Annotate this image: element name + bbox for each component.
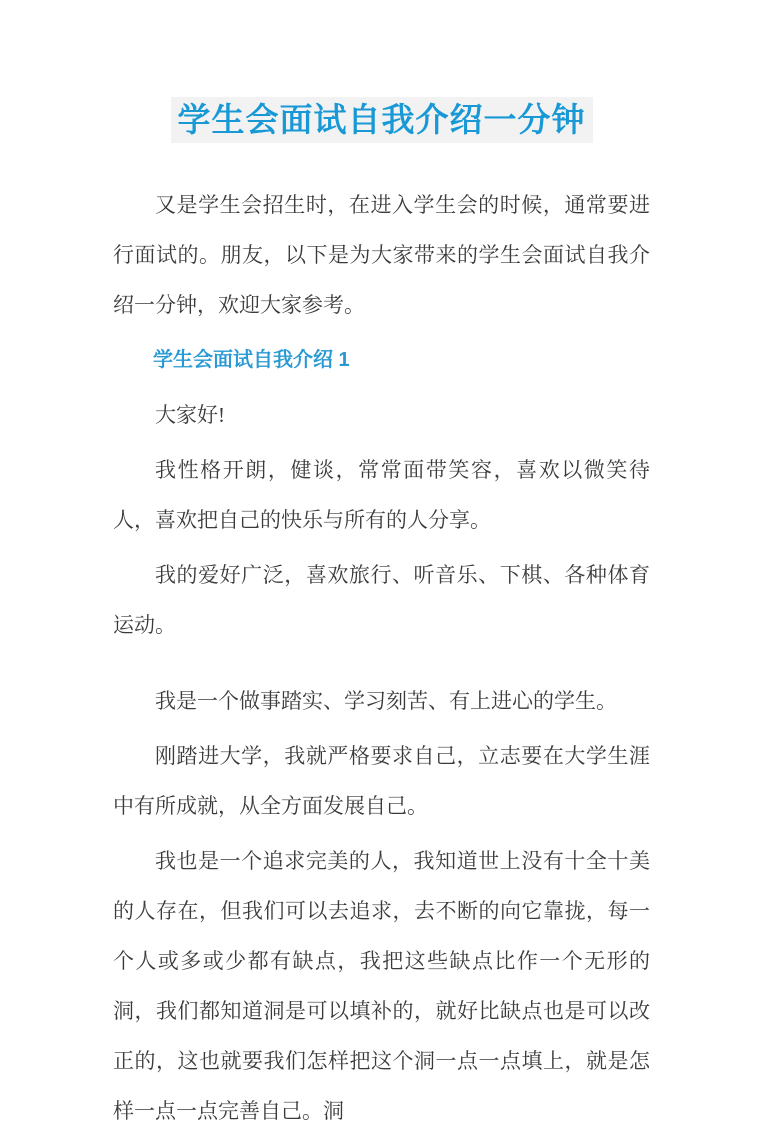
document-body (0, 180, 763, 1136)
paragraph-greeting: 大家好! (155, 403, 225, 427)
paragraph-perfection: 我也是一个追求完美的人，我知道世上没有十全十美的人存在，但我们可以去追求，去不断的向它靠拢，每一个人或多或少都有缺点，我把这些缺点比作一个无形的洞，我们都知道洞是可以填补的，就好比缺点也是可以改正的，这也就要我们怎样把这个洞一点一点填上，就是怎样一点一点完善自己。洞 (113, 849, 650, 1123)
paragraph-hobbies: 我的爱好广泛，喜欢旅行、听音乐、下棋、各种体育运动。 (113, 563, 650, 637)
section-heading: 学生会面试自我介绍 1 (153, 349, 350, 371)
title-row (0, 0, 763, 143)
paragraph-personality: 我性格开朗，健谈，常常面带笑容，喜欢以微笑待人，喜欢把自己的快乐与所有的人分享。 (113, 458, 650, 532)
paragraph-university-goal: 刚踏进大学，我就严格要求自己，立志要在大学生涯中有所成就，从全方面发展自己。 (113, 744, 650, 818)
paragraph-student-quality: 我是一个做事踏实、学习刻苦、有上进心的学生。 (155, 689, 617, 713)
intro-paragraph: 又是学生会招生时，在进入学生会的时候，通常要进行面试的。朋友，以下是为大家带来的学生会面试自我介绍一分钟，欢迎大家参考。 (113, 193, 650, 317)
document-title: 学生会面试自我介绍一分钟 (171, 97, 593, 143)
blank-line-spacer (113, 655, 650, 676)
